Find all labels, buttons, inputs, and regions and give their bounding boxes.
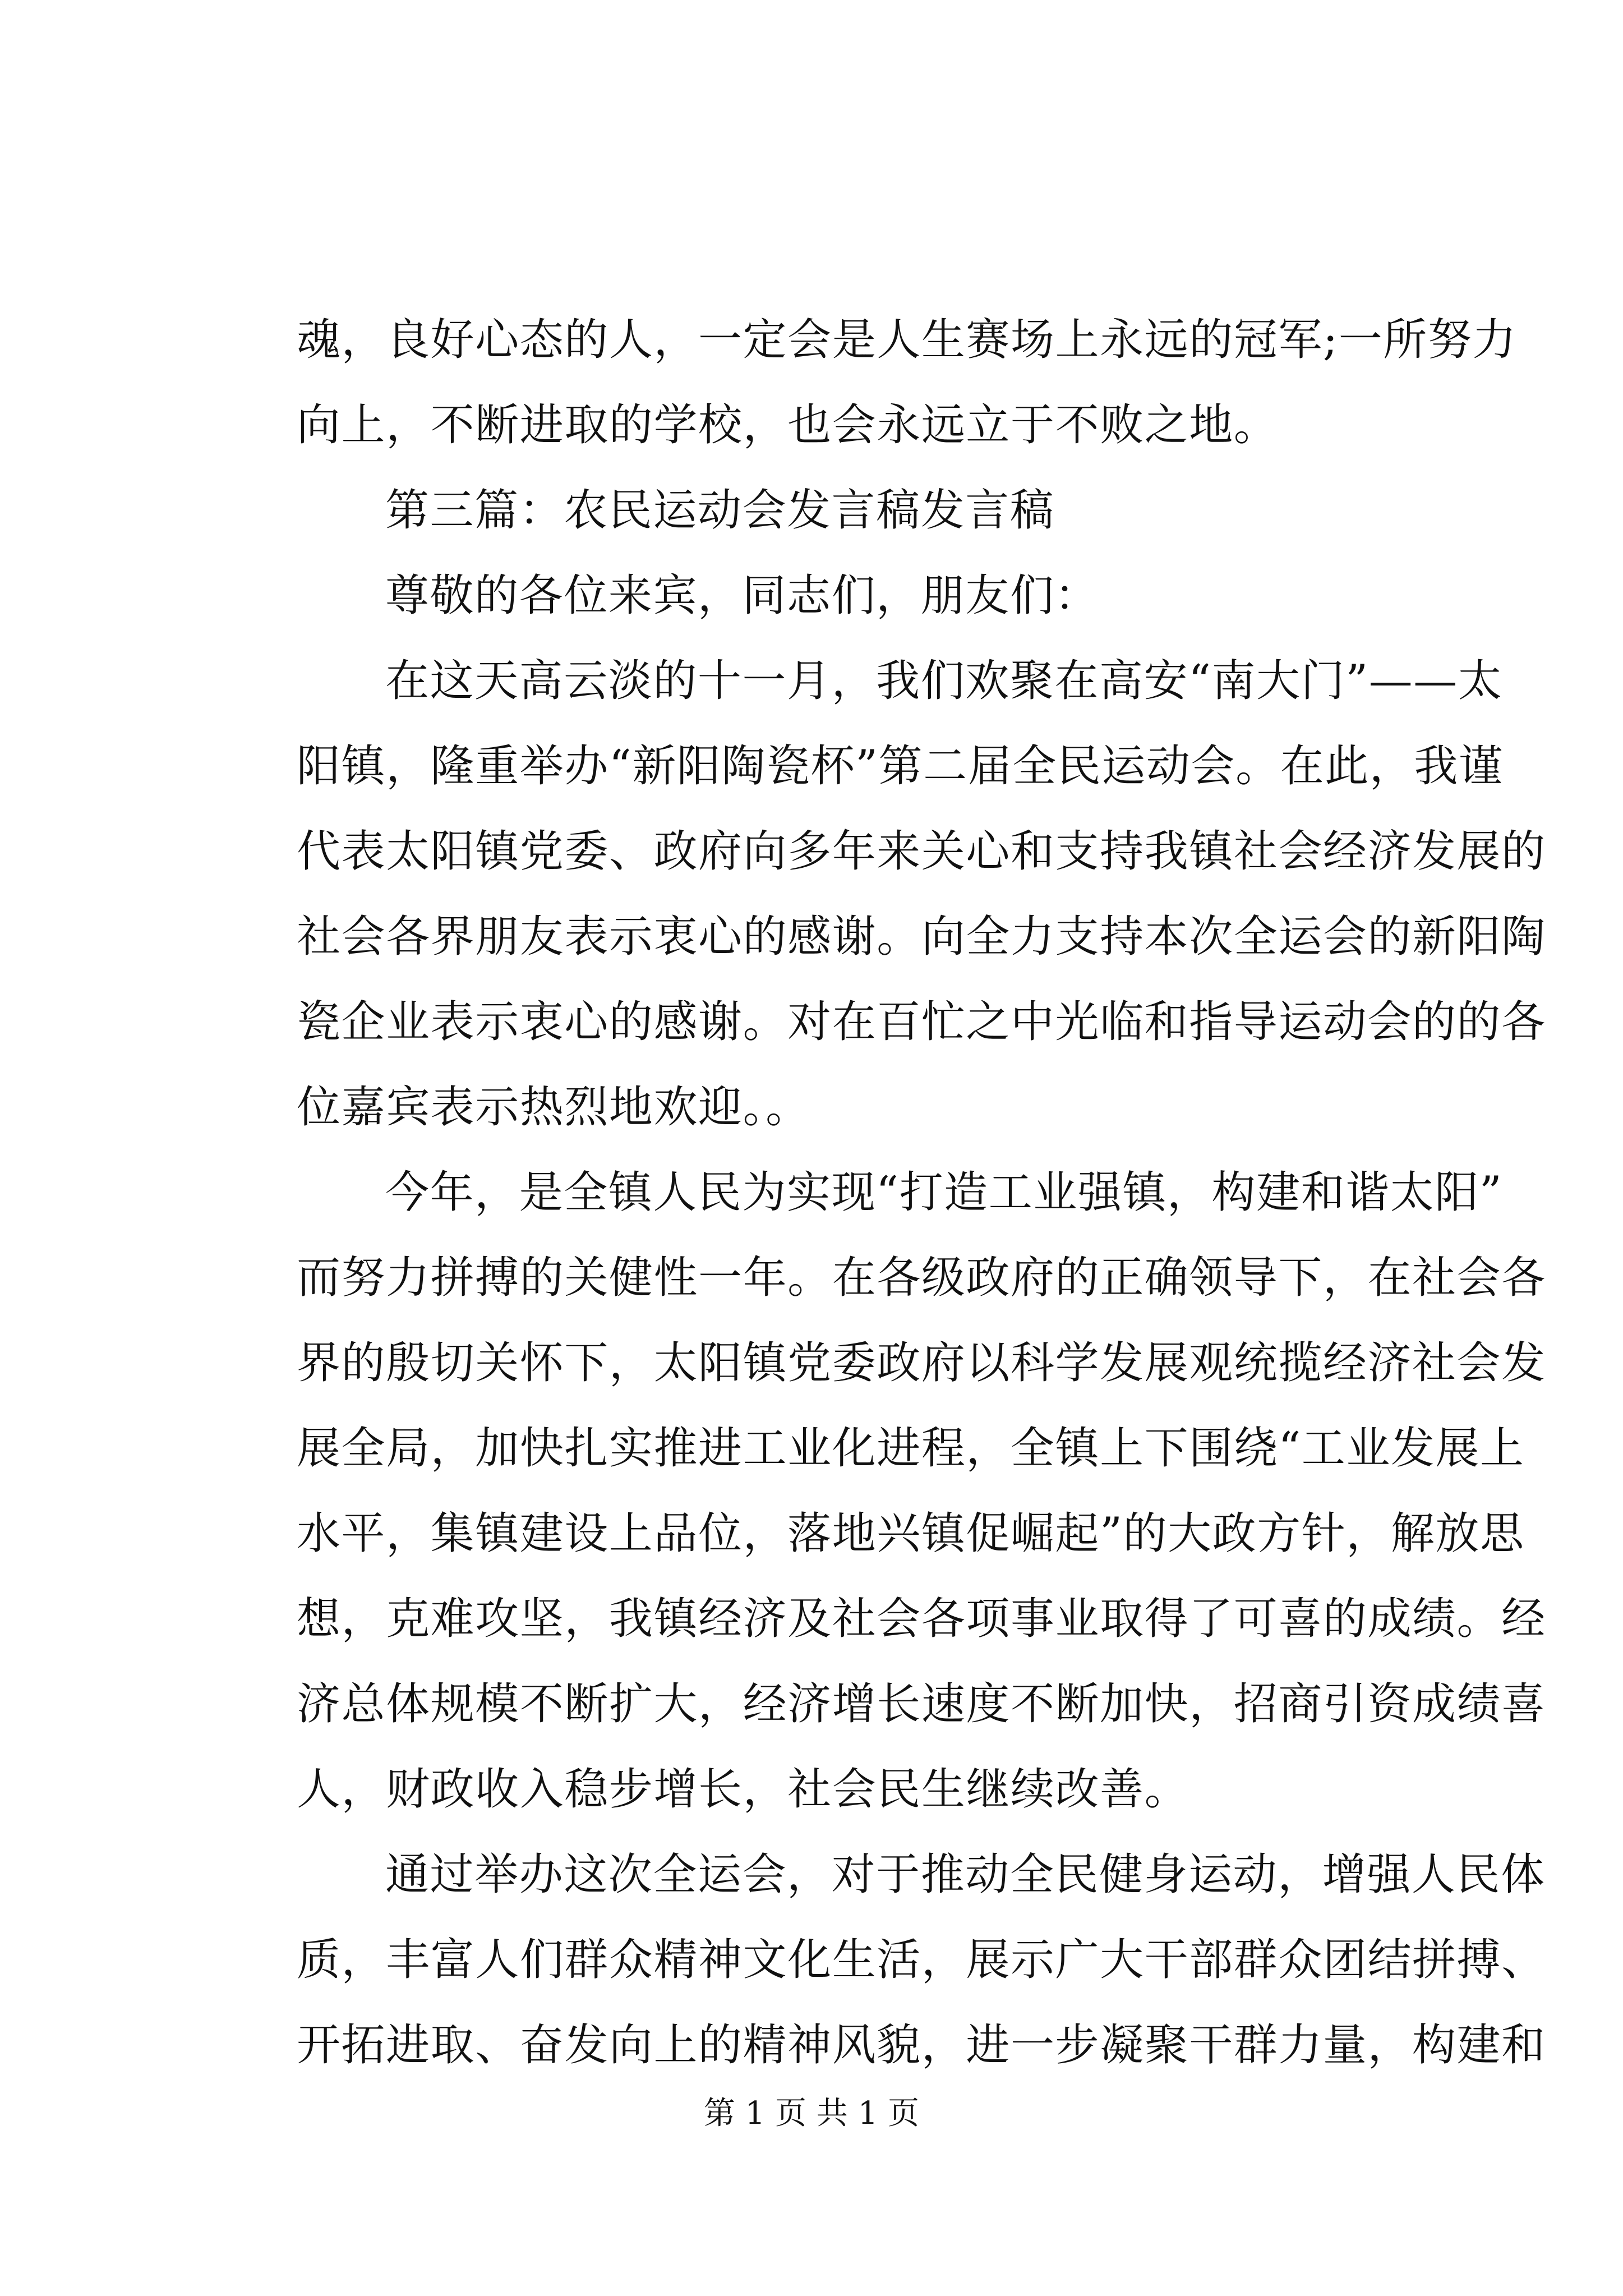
text-line: 济总体规模不断扩大，经济增长速度不断加快，招商引资成绩喜	[297, 1679, 1546, 1729]
text-line: 界的殷切关怀下，太阳镇党委政府以科学发展观统揽经济社会发	[297, 1338, 1546, 1388]
text-line: 在这天高云淡的十一月，我们欢聚在高安“南大门”——太	[385, 656, 1503, 706]
text-line: 尊敬的各位来宾，同志们，朋友们：	[385, 570, 1099, 621]
text-line: 社会各界朋友表示衷心的感谢。向全力支持本次全运会的新阳陶	[297, 912, 1546, 962]
text-line: 代表太阳镇党委、政府向多年来关心和支持我镇社会经济发展的	[297, 826, 1546, 877]
text-line: 想，克难攻坚，我镇经济及社会各项事业取得了可喜的成绩。经	[297, 1594, 1546, 1644]
text-line: 瓷企业表示衷心的感谢。对在百忙之中光临和指导运动会的的各	[297, 997, 1546, 1047]
page-footer: 第 1 页 共 1 页	[703, 2095, 920, 2132]
document-body	[297, 297, 1546, 2088]
text-line: 向上，不断进取的学校，也会永远立于不败之地。	[297, 400, 1279, 450]
text-line: 通过举办这次全运会，对于推动全民健身运动，增强人民体	[385, 1849, 1546, 1900]
text-line: 位嘉宾表示热烈地欢迎。。	[297, 1082, 810, 1133]
text-line: 水平，集镇建设上品位，落地兴镇促崛起”的大政方针，解放思	[297, 1508, 1525, 1559]
text-line: 第三篇：农民运动会发言稿发言稿	[385, 485, 1055, 536]
text-line: 而努力拼搏的关健性一年。在各级政府的正确领导下，在社会各	[297, 1253, 1546, 1303]
text-line: 人，财政收入稳步增长，社会民生继续改善。	[297, 1764, 1189, 1815]
text-line: 今年，是全镇人民为实现“打造工业强镇，构建和谐太阳”	[385, 1167, 1503, 1218]
text-line: 开拓进取、奋发向上的精神风貌，进一步凝聚干群力量，构建和	[297, 2020, 1546, 2070]
text-line: 阳镇，隆重举办“新阳陶瓷杯”第二届全民运动会。在此，我谨	[297, 741, 1504, 792]
text-line: 展全局，加快扎实推进工业化进程，全镇上下围绕“工业发展上	[297, 1423, 1525, 1474]
text-line: 质，丰富人们群众精神文化生活，展示广大干部群众团结拼搏、	[297, 1935, 1546, 1985]
text-line: 魂，良好心态的人，一定会是人生赛场上永远的冠军;一所努力	[297, 315, 1517, 365]
